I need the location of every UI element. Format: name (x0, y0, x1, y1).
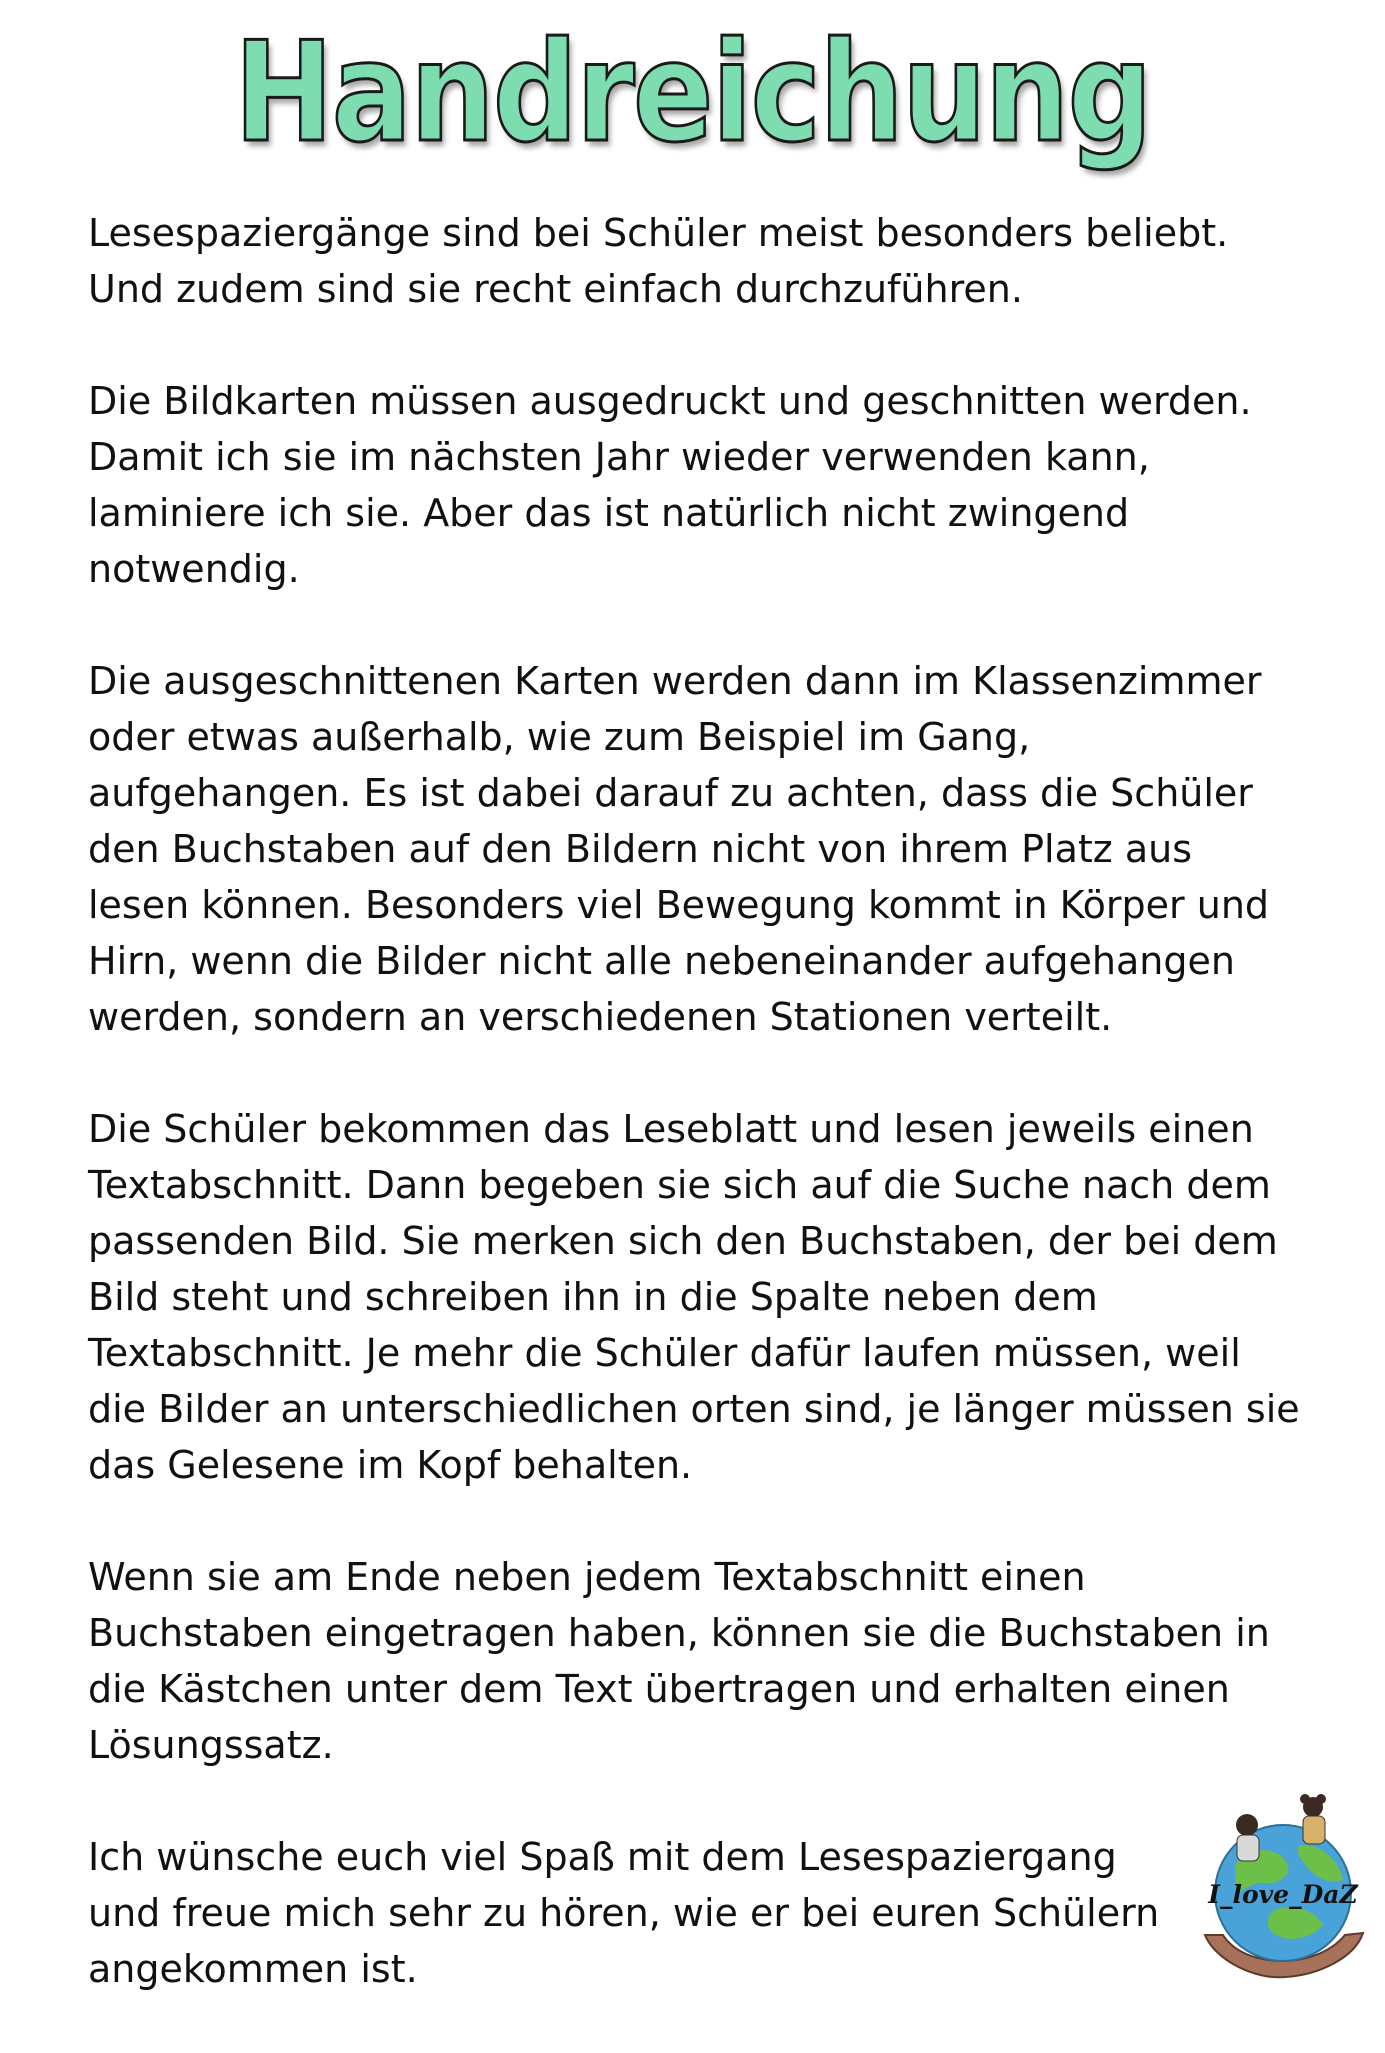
document-body (88, 205, 1303, 2053)
logo-text: I_love_DaZ (1208, 1880, 1358, 1909)
paragraph-loesungssatz: Wenn sie am Ende neben jedem Textabschnitt einen Buchstaben eingetragen haben, können sie die Buchstaben in die Kästchen unter dem Text übertragen und erhalten einen Lösungssatz. (88, 1555, 1270, 1767)
paragraph-intro: Lesespaziergänge sind bei Schüler meist besonders beliebt. Und zudem sind sie recht einfach durchzuführen. (88, 211, 1229, 311)
paragraph-bildkarten: Die Bildkarten müssen ausgedruckt und geschnitten werden. Damit ich sie im nächsten Jahr wieder verwenden kann, laminiere ich sie. Aber das ist natürlich nicht zwingend notwendig. (88, 379, 1252, 591)
paragraph-abschluss: Ich wünsche euch viel Spaß mit dem Lesespaziergang und freue mich sehr zu hören, wie er bei euren Schülern angekommen ist. (88, 1835, 1160, 1991)
paragraph-karten-aufhaengen: Die ausgeschnittenen Karten werden dann im Klassenzimmer oder etwas außerhalb, wie zum Beispiel im Gang, aufgehangen. Es ist dabei darauf zu achten, dass die Schüler den Buchstaben auf den Bildern nicht von ihrem Platz aus lesen können. Besonders viel Bewegung kommt in Körper und Hirn, wenn die Bilder nicht alle nebeneinander aufgehangen werden, sondern an verschiedenen Stationen verteilt. (88, 659, 1270, 1039)
paragraph-ablauf: Die Schüler bekommen das Leseblatt und lesen jeweils einen Textabschnitt. Dann begeben sie sich auf die Suche nach dem passenden Bild. Sie merken sich den Buchstaben, der bei dem Bild steht und schreiben ihn in die Spalte neben dem Textabschnitt. Je mehr die Schüler dafür laufen müssen, weil die Bilder an unterschiedlichen orten sind, je länger müssen sie das Gelesene im Kopf behalten. (88, 1107, 1300, 1487)
globe-with-hands-logo-icon (1195, 1785, 1370, 1985)
page-title: Handreichung (234, 12, 1151, 173)
